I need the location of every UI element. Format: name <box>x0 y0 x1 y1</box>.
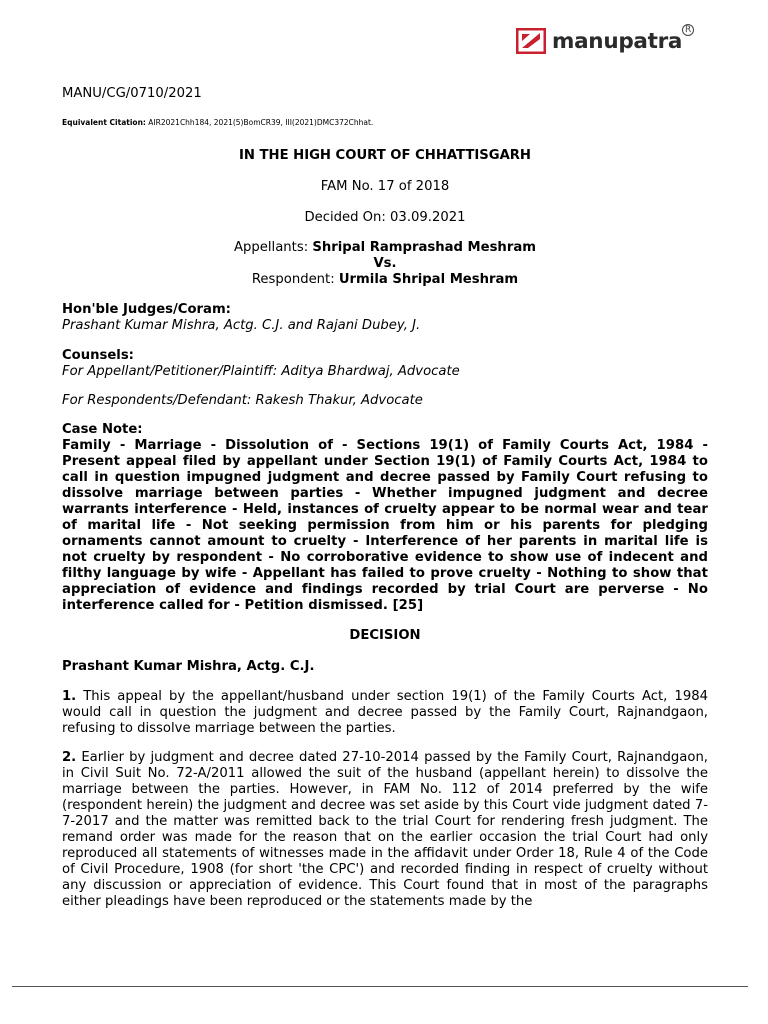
appellants-name: Shripal Ramprashad Meshram <box>312 240 536 255</box>
paragraph-1 <box>62 689 708 737</box>
respondent-line <box>62 272 708 288</box>
case-note-heading: Case Note: <box>62 422 143 437</box>
appellants-label: Appellants: <box>234 240 313 255</box>
paragraph-text: This appeal by the appellant/husband under section 19(1) of the Family Courts Act, 1984 would call in question the judgment and decree passed by the Family Court, Rajnandgaon, refusing to dissolve marriage between the parties. <box>62 689 708 736</box>
paragraph-2 <box>62 750 708 910</box>
counsel-respondent: For Respondents/Defendant: Rakesh Thakur, Advocate <box>62 393 423 408</box>
respondent-name: Urmila Shripal Meshram <box>338 272 519 287</box>
appellants-line <box>62 240 708 256</box>
counsels-heading: Counsels: <box>62 348 134 363</box>
equivalent-citation <box>62 118 708 128</box>
manupatra-mark-icon <box>516 28 546 54</box>
footer-divider <box>12 986 748 987</box>
equivalent-citation-value: AIR2021Chh184, 2021(5)BomCR39, III(2021)DMC372Chhat. <box>145 118 374 127</box>
manupatra-logo <box>516 24 692 58</box>
counsel-appellant: For Appellant/Petitioner/Plaintiff: Aditya Bhardwaj, Advocate <box>62 364 460 379</box>
paragraph-number: 1. <box>62 689 77 704</box>
judge-name: Prashant Kumar Mishra, Actg. C.J. <box>62 659 315 674</box>
decided-on: Decided On: 03.09.2021 <box>304 210 466 225</box>
registered-mark: R <box>682 24 694 36</box>
decision-heading: DECISION <box>349 628 421 643</box>
judges-heading: Hon'ble Judges/Coram: <box>62 302 231 317</box>
judges-names: Prashant Kumar Mishra, Actg. C.J. and Rajani Dubey, J. <box>62 318 421 333</box>
equivalent-citation-label: Equivalent Citation: <box>62 118 146 127</box>
brand-name: manupatra <box>552 28 683 54</box>
document-body <box>62 86 708 910</box>
case-note-text: Family - Marriage - Dissolution of - Sections 19(1) of Family Courts Act, 1984 - Present appeal filed by appellant under Section 19(1) of Family Courts Act, 1984 to call in question impugned judgment and decree passed by Family Court refusing to dissolve marriage between parties - Whether impugned judgment and decree warrants interference - Held, instances of cruelty appear to be normal wear and tear of marital life - Not seeking permission from him or his parents for pledging ornaments cannot amount to cruelty - Interference of her parents in marital life is not cruelty by respondent - No corroborative evidence to show use of indecent and filthy language by wife - Appellant has failed to prove cruelty - Nothing to show that appreciation of evidence and findings recorded by trial Court are perverse - No interference called for - Petition dismissed. [25] <box>62 438 708 613</box>
manu-id: MANU/CG/0710/2021 <box>62 86 202 101</box>
paragraph-text: Earlier by judgment and decree dated 27-10-2014 passed by the Family Court, Rajnandgaon, in Civil Suit No. 72-A/2011 allowed the suit of the husband (appellant herein) to dissolve the marriage between the parties. However, in FAM No. 112 of 2014 preferred by the wife (respondent herein) the judgment and decree was set aside by this Court vide judgment dated 7-7-2017 and the matter was remitted back to the trial Court for rendering fresh judgment. The remand order was made for the reason that on the earlier occasion the trial Court had only reproduced all statements of witnesses made in the affidavit under Order 18, Rule 4 of the Code of Civil Procedure, 1908 (for short 'the CPC') and recorded finding in respect of cruelty without any discussion or appreciation of evidence. This Court found that in most of the paragraphs either pleadings have been reproduced or the statements made by the <box>62 750 708 909</box>
versus: Vs. <box>373 256 397 271</box>
respondent-label: Respondent: <box>251 272 339 287</box>
court-name: IN THE HIGH COURT OF CHHATTISGARH <box>239 148 531 163</box>
case-number: FAM No. 17 of 2018 <box>320 179 450 194</box>
paragraph-number: 2. <box>62 750 77 765</box>
